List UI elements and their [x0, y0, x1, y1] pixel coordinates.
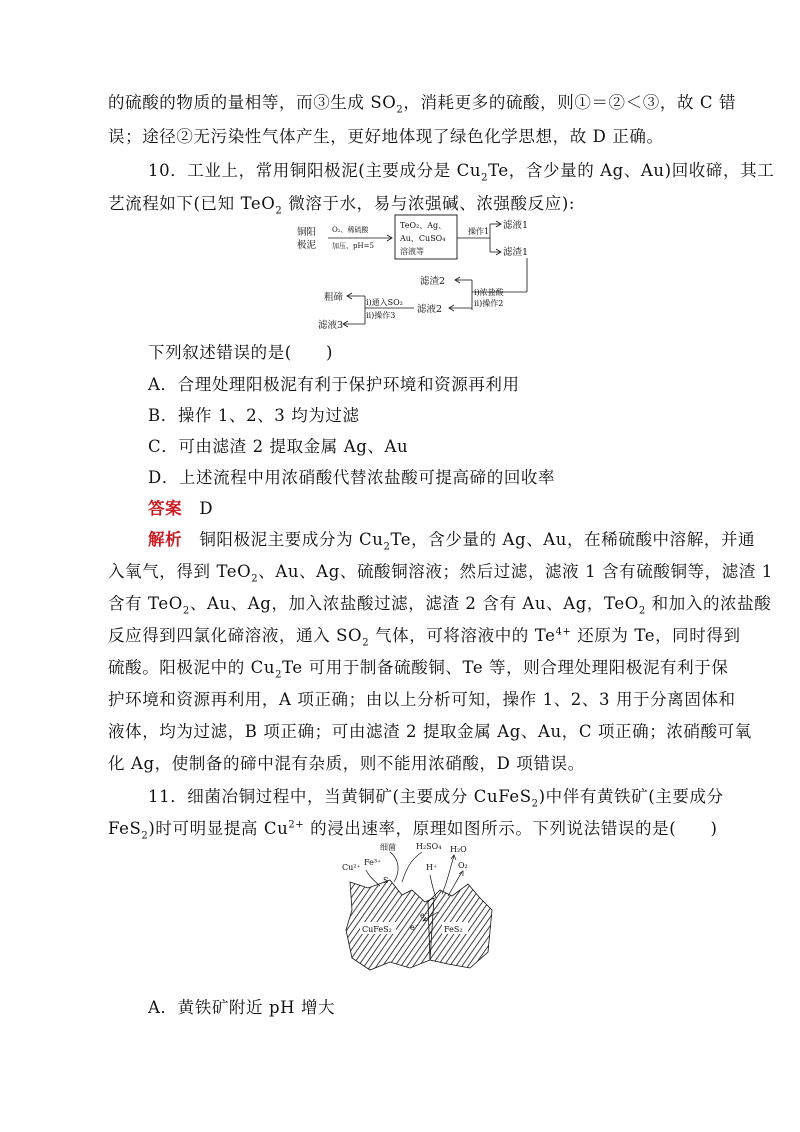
residue2-label: 滤渣2	[420, 276, 446, 287]
step2-label: ⅰ)浓盐酸	[474, 288, 504, 297]
fe-ion-label: Fe³⁺	[364, 858, 382, 867]
crude-product-label: 粗碲	[324, 292, 344, 303]
answer-value: D	[199, 499, 214, 518]
option-a: A．合理处理阳极泥有利于保护环境和资源再利用	[148, 375, 520, 394]
text-line: 的硫酸的物质的量相等，而③生成 $SO_2$，消耗更多的硫酸，则①＝②＜③，故 C 错	[108, 93, 737, 116]
analysis-line: 入氧气，得到 TeO$_2$、Au、Ag、硫酸铜溶液；然后过滤，滤液 1 含有硫酸铜等，滤渣 1	[108, 562, 773, 585]
analysis-line: 液体，均为过滤，B 项正确；可由滤渣 2 提取金属 Ag、Au，C 项正确；浓硝酸可氧	[108, 722, 752, 741]
analysis-line: 硫酸。阳极泥中的 $Cu_2Te$ 可用于制备硫酸铜、Te 等，则合理处理阳极泥有利于保	[108, 658, 729, 681]
arrow1-top-label: O₂、稀硫酸	[332, 226, 369, 234]
analysis-line: 反应得到四氯化碲溶液，通入 $SO_2$ 气体，可将溶液中的 $Te^{4+}$ 还原为 Te，同时得到	[108, 626, 741, 649]
cu-ion-label: Cu²⁺	[342, 863, 361, 872]
analysis-line: 含有 TeO$_2$、Au、Ag，加入浓盐酸过滤，滤渣 2 含有 Au、Ag，TeO$_2$ 和加入的浓盐酸	[108, 594, 772, 617]
text-line: 误；途径②无污染性气体产生，更好地体现了绿色化学思想，故 D 正确。	[108, 127, 664, 146]
arrow1-bottom-label: 加压、pH=5	[332, 242, 374, 250]
question-11-stem: 11．细菌冶铜过程中，当黄铜矿(主要成分 CuFeS$_2$)中伴有黄铁矿(主要成分	[148, 787, 724, 810]
electron-label: e⁻	[420, 911, 429, 920]
bioleaching-diagram	[330, 840, 510, 990]
filtrate1-label: 滤液1	[503, 220, 529, 231]
h2so4-label: H₂SO₄	[416, 842, 442, 851]
filtrate2-label: 滤液2	[417, 304, 443, 315]
step3-label: ⅱ)操作3	[366, 311, 396, 320]
sulfur-label: S	[383, 876, 389, 885]
process-flow-diagram	[290, 210, 550, 335]
bacteria-label: 细菌	[380, 843, 396, 852]
option-c: C．可由滤渣 2 提取金属 Ag、Au	[148, 437, 409, 456]
question-10-stem: 10．工业上，常用铜阳极泥(主要成分是 $Cu_2Te$，含少量的 Ag、Au)回收碲，其工	[148, 161, 775, 184]
analysis-line: 解析 铜阳极泥主要成分为 $Cu_2Te$，含少量的 Ag、Au，在稀硫酸中溶解，并通	[148, 530, 756, 553]
answer-label: 答案	[148, 499, 183, 518]
analysis-label: 解析	[148, 530, 183, 549]
box-text: TeO₂、Ag、	[400, 221, 447, 230]
step2-label: ⅱ)操作2	[474, 299, 504, 308]
water-label: H₂O	[450, 845, 467, 854]
answer-line	[148, 498, 213, 520]
option-d: D．上述流程中用浓硝酸代替浓盐酸可提高碲的回收率	[148, 468, 556, 487]
chalcopyrite-label: CuFeS₂	[362, 925, 392, 934]
question-10-prompt: 下列叙述错误的是( )	[148, 343, 334, 362]
h-ion-label: H⁺	[426, 863, 438, 872]
analysis-line: 护环境和资源再利用，A 项正确；由以上分析可知，操作 1、2、3 用于分离固体和	[108, 690, 736, 709]
oxygen-label: O₂	[458, 861, 468, 870]
question-11-stem: FeS$_2$)时可明显提高 $Cu^{2+}$ 的浸出速率，原理如图所示。下列说法错误的是( )	[108, 819, 718, 842]
pyrite-label: FeS₂	[444, 925, 463, 934]
op1-label: 操作1	[468, 227, 490, 236]
start-label: 极泥	[297, 240, 317, 251]
residue1-label: 滤渣1	[503, 247, 529, 258]
electron-label: e⁻	[410, 923, 419, 932]
filtrate3-label: 滤液3	[318, 320, 344, 331]
box-text: 溶液等	[400, 247, 424, 256]
question-11-option-a: A．黄铁矿附近 pH 增大	[148, 998, 336, 1017]
analysis-line: 化 Ag，使制备的碲中混有杂质，则不能用浓硝酸，D 项错误。	[108, 754, 585, 773]
step3-label: ⅰ)通入SO₂	[366, 298, 403, 307]
question-10-stem: 艺流程如下(已知 TeO$_2$ 微溶于水，易与浓强碱、浓强酸反应):	[108, 194, 576, 217]
start-label: 铜阳	[297, 227, 317, 238]
box-text: Au、CuSO₄	[400, 234, 446, 243]
option-b: B．操作 1、2、3 均为过滤	[148, 406, 360, 425]
